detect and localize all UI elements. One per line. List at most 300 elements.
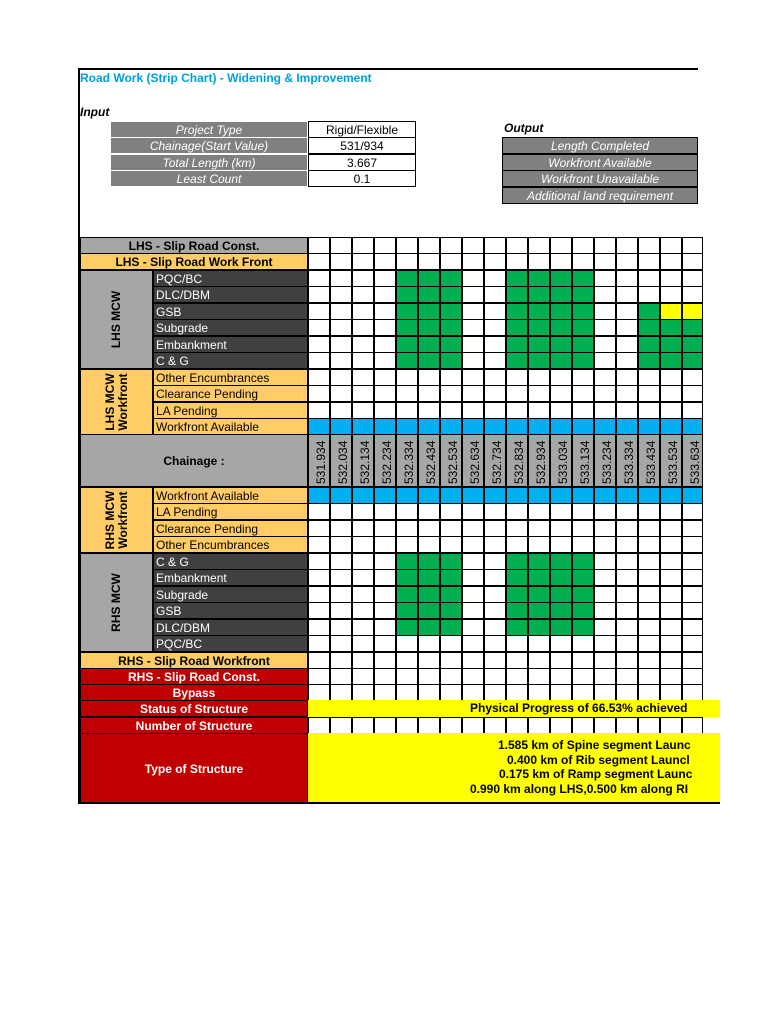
grid-cell[interactable] — [660, 569, 682, 586]
grid-cell[interactable] — [594, 635, 616, 652]
grid-cell[interactable] — [374, 303, 396, 320]
grid-cell[interactable] — [506, 586, 528, 603]
grid-cell[interactable] — [352, 553, 374, 570]
grid-cell[interactable] — [440, 520, 462, 537]
grid-cell[interactable] — [638, 668, 660, 685]
grid-cell[interactable] — [396, 385, 418, 402]
grid-cell[interactable] — [638, 319, 660, 336]
grid-cell[interactable] — [594, 369, 616, 386]
grid-cell[interactable] — [418, 684, 440, 701]
grid-cell[interactable] — [528, 652, 550, 669]
grid-cell[interactable] — [352, 586, 374, 603]
grid-cell[interactable] — [572, 303, 594, 320]
grid-cell[interactable] — [396, 635, 418, 652]
grid-cell[interactable] — [682, 503, 703, 520]
grid-cell[interactable] — [440, 536, 462, 553]
grid-cell[interactable] — [462, 418, 484, 435]
grid-cell[interactable] — [594, 286, 616, 303]
grid-cell[interactable] — [352, 668, 374, 685]
grid-cell[interactable] — [638, 369, 660, 386]
grid-cell[interactable] — [550, 352, 572, 369]
grid-cell[interactable] — [396, 286, 418, 303]
grid-cell[interactable] — [462, 602, 484, 619]
grid-cell[interactable] — [440, 237, 462, 254]
grid-cell[interactable] — [660, 635, 682, 652]
grid-cell[interactable] — [462, 402, 484, 419]
grid-cell[interactable] — [308, 487, 330, 504]
grid-cell[interactable] — [682, 717, 703, 734]
grid-cell[interactable] — [462, 668, 484, 685]
grid-cell[interactable] — [418, 652, 440, 669]
grid-cell[interactable] — [440, 586, 462, 603]
grid-cell[interactable] — [616, 602, 638, 619]
grid-cell[interactable] — [374, 402, 396, 419]
grid-cell[interactable] — [550, 586, 572, 603]
grid-cell[interactable] — [374, 553, 396, 570]
grid-cell[interactable] — [440, 253, 462, 270]
grid-cell[interactable] — [308, 569, 330, 586]
grid-cell[interactable] — [506, 553, 528, 570]
grid-cell[interactable] — [682, 668, 703, 685]
grid-cell[interactable] — [638, 503, 660, 520]
grid-cell[interactable] — [682, 652, 703, 669]
grid-cell[interactable] — [638, 684, 660, 701]
grid-cell[interactable] — [396, 668, 418, 685]
grid-cell[interactable] — [594, 569, 616, 586]
grid-cell[interactable] — [418, 536, 440, 553]
grid-cell[interactable] — [418, 619, 440, 636]
grid-cell[interactable] — [308, 418, 330, 435]
grid-cell[interactable] — [396, 237, 418, 254]
grid-cell[interactable] — [572, 586, 594, 603]
grid-cell[interactable] — [638, 569, 660, 586]
grid-cell[interactable] — [330, 684, 352, 701]
input-value-least-count[interactable]: 0.1 — [308, 170, 416, 187]
grid-cell[interactable] — [462, 536, 484, 553]
grid-cell[interactable] — [528, 717, 550, 734]
grid-cell[interactable] — [396, 684, 418, 701]
grid-cell[interactable] — [638, 352, 660, 369]
grid-cell[interactable] — [506, 352, 528, 369]
grid-cell[interactable] — [572, 253, 594, 270]
grid-cell[interactable] — [308, 352, 330, 369]
grid-cell[interactable] — [682, 336, 703, 353]
grid-cell[interactable] — [506, 635, 528, 652]
grid-cell[interactable] — [682, 569, 703, 586]
grid-cell[interactable] — [682, 319, 703, 336]
grid-cell[interactable] — [330, 652, 352, 669]
grid-cell[interactable] — [572, 520, 594, 537]
grid-cell[interactable] — [506, 503, 528, 520]
grid-cell[interactable] — [308, 336, 330, 353]
grid-cell[interactable] — [308, 303, 330, 320]
grid-cell[interactable] — [682, 303, 703, 320]
grid-cell[interactable] — [440, 503, 462, 520]
grid-cell[interactable] — [506, 487, 528, 504]
grid-cell[interactable] — [440, 635, 462, 652]
grid-cell[interactable] — [638, 336, 660, 353]
grid-cell[interactable] — [660, 352, 682, 369]
grid-cell[interactable] — [418, 569, 440, 586]
grid-cell[interactable] — [308, 717, 330, 734]
grid-cell[interactable] — [396, 418, 418, 435]
grid-cell[interactable] — [616, 336, 638, 353]
grid-cell[interactable] — [528, 319, 550, 336]
grid-cell[interactable] — [418, 253, 440, 270]
grid-cell[interactable] — [484, 418, 506, 435]
grid-cell[interactable] — [374, 369, 396, 386]
grid-cell[interactable] — [616, 369, 638, 386]
grid-cell[interactable] — [440, 717, 462, 734]
grid-cell[interactable] — [396, 319, 418, 336]
grid-cell[interactable] — [594, 652, 616, 669]
grid-cell[interactable] — [572, 635, 594, 652]
grid-cell[interactable] — [484, 553, 506, 570]
grid-cell[interactable] — [352, 286, 374, 303]
grid-cell[interactable] — [682, 237, 703, 254]
grid-cell[interactable] — [528, 352, 550, 369]
grid-cell[interactable] — [396, 487, 418, 504]
grid-cell[interactable] — [506, 303, 528, 320]
grid-cell[interactable] — [396, 369, 418, 386]
grid-cell[interactable] — [484, 237, 506, 254]
grid-cell[interactable] — [374, 319, 396, 336]
grid-cell[interactable] — [484, 270, 506, 287]
grid-cell[interactable] — [506, 668, 528, 685]
grid-cell[interactable] — [462, 253, 484, 270]
grid-cell[interactable] — [440, 319, 462, 336]
grid-cell[interactable] — [440, 602, 462, 619]
grid-cell[interactable] — [418, 487, 440, 504]
grid-cell[interactable] — [352, 635, 374, 652]
grid-cell[interactable] — [374, 286, 396, 303]
grid-cell[interactable] — [660, 286, 682, 303]
grid-cell[interactable] — [594, 487, 616, 504]
grid-cell[interactable] — [616, 303, 638, 320]
grid-cell[interactable] — [374, 619, 396, 636]
grid-cell[interactable] — [572, 684, 594, 701]
grid-cell[interactable] — [462, 369, 484, 386]
grid-cell[interactable] — [462, 352, 484, 369]
grid-cell[interactable] — [550, 520, 572, 537]
grid-cell[interactable] — [462, 684, 484, 701]
grid-cell[interactable] — [330, 635, 352, 652]
grid-cell[interactable] — [506, 536, 528, 553]
grid-cell[interactable] — [660, 668, 682, 685]
grid-cell[interactable] — [660, 253, 682, 270]
grid-cell[interactable] — [352, 369, 374, 386]
grid-cell[interactable] — [660, 503, 682, 520]
grid-cell[interactable] — [330, 270, 352, 287]
grid-cell[interactable] — [330, 569, 352, 586]
grid-cell[interactable] — [550, 319, 572, 336]
grid-cell[interactable] — [572, 286, 594, 303]
grid-cell[interactable] — [462, 237, 484, 254]
grid-cell[interactable] — [572, 336, 594, 353]
grid-cell[interactable] — [374, 503, 396, 520]
grid-cell[interactable] — [550, 253, 572, 270]
grid-cell[interactable] — [528, 369, 550, 386]
grid-cell[interactable] — [638, 717, 660, 734]
grid-cell[interactable] — [506, 385, 528, 402]
grid-cell[interactable] — [352, 717, 374, 734]
grid-cell[interactable] — [572, 369, 594, 386]
grid-cell[interactable] — [506, 237, 528, 254]
grid-cell[interactable] — [594, 586, 616, 603]
grid-cell[interactable] — [418, 369, 440, 386]
grid-cell[interactable] — [352, 503, 374, 520]
grid-cell[interactable] — [396, 352, 418, 369]
grid-cell[interactable] — [572, 619, 594, 636]
grid-cell[interactable] — [418, 303, 440, 320]
grid-cell[interactable] — [352, 520, 374, 537]
grid-cell[interactable] — [506, 253, 528, 270]
grid-cell[interactable] — [682, 619, 703, 636]
grid-cell[interactable] — [660, 319, 682, 336]
grid-cell[interactable] — [594, 668, 616, 685]
grid-cell[interactable] — [660, 385, 682, 402]
grid-cell[interactable] — [682, 536, 703, 553]
grid-cell[interactable] — [594, 319, 616, 336]
grid-cell[interactable] — [616, 619, 638, 636]
grid-cell[interactable] — [638, 253, 660, 270]
grid-cell[interactable] — [550, 536, 572, 553]
grid-cell[interactable] — [418, 503, 440, 520]
grid-cell[interactable] — [440, 668, 462, 685]
grid-cell[interactable] — [352, 336, 374, 353]
grid-cell[interactable] — [352, 237, 374, 254]
grid-cell[interactable] — [308, 652, 330, 669]
grid-cell[interactable] — [484, 520, 506, 537]
grid-cell[interactable] — [682, 402, 703, 419]
grid-cell[interactable] — [660, 536, 682, 553]
grid-cell[interactable] — [440, 369, 462, 386]
grid-cell[interactable] — [616, 286, 638, 303]
grid-cell[interactable] — [374, 352, 396, 369]
grid-cell[interactable] — [638, 418, 660, 435]
grid-cell[interactable] — [484, 385, 506, 402]
grid-cell[interactable] — [660, 684, 682, 701]
grid-cell[interactable] — [374, 602, 396, 619]
grid-cell[interactable] — [572, 652, 594, 669]
grid-cell[interactable] — [440, 303, 462, 320]
grid-cell[interactable] — [396, 253, 418, 270]
grid-cell[interactable] — [638, 270, 660, 287]
grid-cell[interactable] — [572, 553, 594, 570]
grid-cell[interactable] — [418, 553, 440, 570]
grid-cell[interactable] — [616, 520, 638, 537]
grid-cell[interactable] — [462, 553, 484, 570]
grid-cell[interactable] — [352, 418, 374, 435]
grid-cell[interactable] — [374, 536, 396, 553]
grid-cell[interactable] — [528, 684, 550, 701]
grid-cell[interactable] — [330, 487, 352, 504]
grid-cell[interactable] — [330, 303, 352, 320]
grid-cell[interactable] — [506, 652, 528, 669]
grid-cell[interactable] — [374, 569, 396, 586]
grid-cell[interactable] — [374, 586, 396, 603]
grid-cell[interactable] — [594, 684, 616, 701]
input-value-total-length[interactable]: 3.667 — [308, 154, 416, 171]
grid-cell[interactable] — [418, 586, 440, 603]
grid-cell[interactable] — [528, 487, 550, 504]
grid-cell[interactable] — [528, 569, 550, 586]
grid-cell[interactable] — [440, 336, 462, 353]
grid-cell[interactable] — [484, 369, 506, 386]
grid-cell[interactable] — [682, 253, 703, 270]
grid-cell[interactable] — [352, 684, 374, 701]
grid-cell[interactable] — [506, 717, 528, 734]
grid-cell[interactable] — [528, 402, 550, 419]
grid-cell[interactable] — [572, 536, 594, 553]
grid-cell[interactable] — [550, 237, 572, 254]
grid-cell[interactable] — [330, 520, 352, 537]
grid-cell[interactable] — [418, 635, 440, 652]
grid-cell[interactable] — [484, 319, 506, 336]
grid-cell[interactable] — [396, 520, 418, 537]
grid-cell[interactable] — [484, 402, 506, 419]
grid-cell[interactable] — [638, 619, 660, 636]
grid-cell[interactable] — [462, 520, 484, 537]
grid-cell[interactable] — [484, 668, 506, 685]
grid-cell[interactable] — [528, 668, 550, 685]
grid-cell[interactable] — [616, 586, 638, 603]
grid-cell[interactable] — [396, 619, 418, 636]
grid-cell[interactable] — [660, 520, 682, 537]
grid-cell[interactable] — [528, 270, 550, 287]
grid-cell[interactable] — [682, 286, 703, 303]
grid-cell[interactable] — [484, 635, 506, 652]
grid-cell[interactable] — [616, 487, 638, 504]
grid-cell[interactable] — [682, 553, 703, 570]
grid-cell[interactable] — [396, 336, 418, 353]
grid-cell[interactable] — [330, 418, 352, 435]
grid-cell[interactable] — [308, 635, 330, 652]
grid-cell[interactable] — [440, 553, 462, 570]
grid-cell[interactable] — [352, 569, 374, 586]
grid-cell[interactable] — [440, 270, 462, 287]
grid-cell[interactable] — [352, 319, 374, 336]
grid-cell[interactable] — [308, 684, 330, 701]
grid-cell[interactable] — [330, 503, 352, 520]
grid-cell[interactable] — [330, 319, 352, 336]
grid-cell[interactable] — [660, 553, 682, 570]
grid-cell[interactable] — [616, 402, 638, 419]
grid-cell[interactable] — [352, 402, 374, 419]
grid-cell[interactable] — [572, 602, 594, 619]
grid-cell[interactable] — [528, 619, 550, 636]
grid-cell[interactable] — [682, 635, 703, 652]
grid-cell[interactable] — [594, 536, 616, 553]
grid-cell[interactable] — [374, 520, 396, 537]
grid-cell[interactable] — [550, 503, 572, 520]
grid-cell[interactable] — [418, 668, 440, 685]
grid-cell[interactable] — [506, 336, 528, 353]
grid-cell[interactable] — [594, 253, 616, 270]
grid-cell[interactable] — [660, 418, 682, 435]
grid-cell[interactable] — [506, 402, 528, 419]
grid-cell[interactable] — [308, 270, 330, 287]
grid-cell[interactable] — [616, 503, 638, 520]
grid-cell[interactable] — [484, 684, 506, 701]
grid-cell[interactable] — [594, 520, 616, 537]
grid-cell[interactable] — [352, 385, 374, 402]
grid-cell[interactable] — [440, 619, 462, 636]
grid-cell[interactable] — [550, 668, 572, 685]
grid-cell[interactable] — [308, 286, 330, 303]
grid-cell[interactable] — [374, 418, 396, 435]
grid-cell[interactable] — [484, 619, 506, 636]
grid-cell[interactable] — [616, 668, 638, 685]
grid-cell[interactable] — [484, 352, 506, 369]
grid-cell[interactable] — [440, 402, 462, 419]
grid-cell[interactable] — [462, 586, 484, 603]
grid-cell[interactable] — [330, 369, 352, 386]
grid-cell[interactable] — [308, 602, 330, 619]
grid-cell[interactable] — [396, 402, 418, 419]
grid-cell[interactable] — [462, 503, 484, 520]
grid-cell[interactable] — [550, 336, 572, 353]
grid-cell[interactable] — [550, 619, 572, 636]
grid-cell[interactable] — [330, 237, 352, 254]
grid-cell[interactable] — [484, 569, 506, 586]
grid-cell[interactable] — [374, 270, 396, 287]
grid-cell[interactable] — [352, 602, 374, 619]
grid-cell[interactable] — [682, 270, 703, 287]
grid-cell[interactable] — [572, 569, 594, 586]
grid-cell[interactable] — [638, 586, 660, 603]
grid-cell[interactable] — [308, 237, 330, 254]
grid-cell[interactable] — [462, 336, 484, 353]
grid-cell[interactable] — [506, 684, 528, 701]
grid-cell[interactable] — [528, 303, 550, 320]
grid-cell[interactable] — [528, 520, 550, 537]
grid-cell[interactable] — [660, 303, 682, 320]
grid-cell[interactable] — [352, 487, 374, 504]
grid-cell[interactable] — [660, 602, 682, 619]
grid-cell[interactable] — [396, 602, 418, 619]
grid-cell[interactable] — [396, 553, 418, 570]
grid-cell[interactable] — [462, 652, 484, 669]
grid-cell[interactable] — [594, 619, 616, 636]
grid-cell[interactable] — [330, 536, 352, 553]
grid-cell[interactable] — [462, 319, 484, 336]
grid-cell[interactable] — [594, 303, 616, 320]
grid-cell[interactable] — [660, 586, 682, 603]
grid-cell[interactable] — [484, 717, 506, 734]
grid-cell[interactable] — [330, 586, 352, 603]
grid-cell[interactable] — [682, 684, 703, 701]
grid-cell[interactable] — [638, 602, 660, 619]
grid-cell[interactable] — [550, 385, 572, 402]
grid-cell[interactable] — [374, 237, 396, 254]
grid-cell[interactable] — [396, 569, 418, 586]
grid-cell[interactable] — [330, 336, 352, 353]
grid-cell[interactable] — [638, 652, 660, 669]
grid-cell[interactable] — [682, 352, 703, 369]
grid-cell[interactable] — [352, 536, 374, 553]
grid-cell[interactable] — [550, 270, 572, 287]
grid-cell[interactable] — [374, 385, 396, 402]
grid-cell[interactable] — [330, 602, 352, 619]
grid-cell[interactable] — [638, 402, 660, 419]
input-value-chainage[interactable]: 531/934 — [308, 137, 416, 154]
grid-cell[interactable] — [594, 270, 616, 287]
grid-cell[interactable] — [462, 569, 484, 586]
grid-cell[interactable] — [330, 619, 352, 636]
grid-cell[interactable] — [418, 319, 440, 336]
grid-cell[interactable] — [616, 319, 638, 336]
